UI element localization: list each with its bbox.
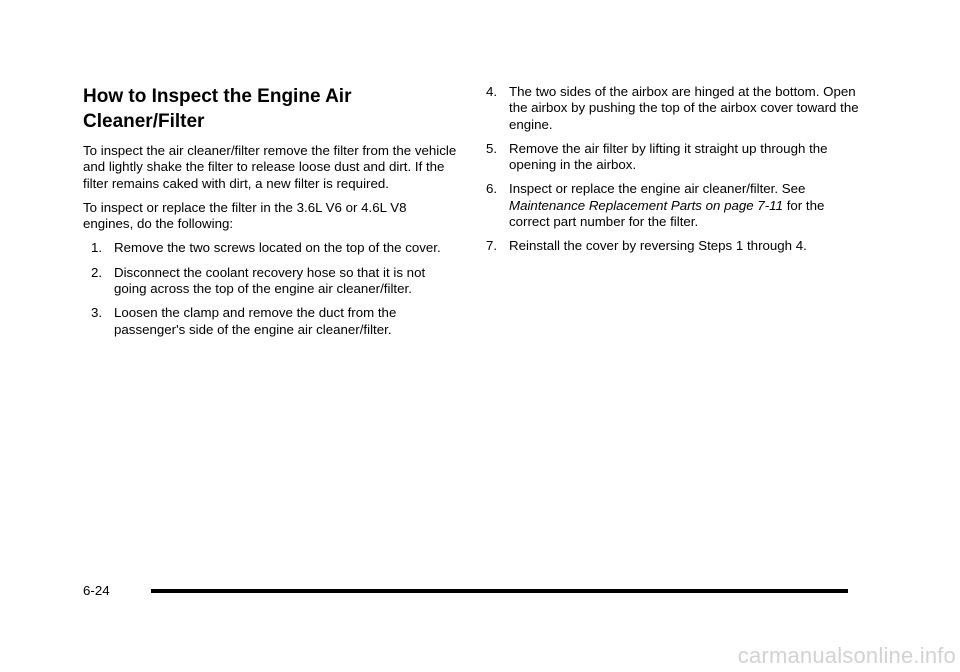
step-6 — [486, 181, 866, 230]
intro-paragraph: To inspect the air cleaner/filter remove the filter from the vehicle and lightly shake the filter to release loose dust and dirt. If the filter remains caked with dirt, a new filter is required. — [83, 143, 457, 191]
page-number: 6-24 — [83, 583, 110, 598]
step-text: Loosen the clamp and remove the duct from the passenger's side of the engine air cleaner/filter. — [114, 305, 397, 337]
watermark: carmanualsonline.info — [737, 643, 956, 668]
step-5 — [486, 141, 866, 174]
step-number: 4. — [486, 84, 498, 99]
step-text-before: Inspect or replace the engine air cleaner/filter. See — [509, 181, 806, 197]
step-1 — [91, 240, 459, 256]
step-2 — [91, 265, 459, 298]
steps-list-left — [83, 240, 459, 337]
step-text-after: for the correct part number for the filter. — [509, 197, 825, 230]
step-number: 2. — [91, 264, 103, 280]
step-number: 3. — [91, 305, 103, 321]
heading-line-2: Cleaner/Filter — [83, 111, 205, 132]
section-heading — [83, 84, 459, 134]
step-number: 6. — [486, 181, 498, 197]
step-3 — [91, 305, 459, 338]
heading-line-1: How to Inspect the Engine Air — [83, 86, 352, 107]
steps-list-right — [486, 84, 866, 255]
right-column — [486, 84, 866, 263]
step-text: Remove the two screws located on the top of the cover. — [114, 240, 441, 256]
step-text: Remove the air filter by lifting it straight up through the opening in the airbox. — [509, 140, 828, 173]
step-4 — [486, 84, 866, 133]
step-number: 5. — [486, 140, 498, 156]
left-column — [83, 84, 459, 346]
step-number: 1. — [91, 240, 103, 256]
step-text: The two sides of the airbox are hinged at the bottom. Open the airbox by pushing the top of the airbox cover toward the engine. — [509, 84, 859, 132]
footer-rule — [151, 589, 848, 593]
cross-reference-link[interactable]: Maintenance Replacement Parts on page 7-11 — [509, 197, 783, 213]
step-7 — [486, 238, 866, 254]
step-text: Reinstall the cover by reversing Steps 1 through 4. — [509, 238, 807, 254]
step-text: Disconnect the coolant recovery hose so that it is not going across the top of the engine air cleaner/filter. — [114, 264, 426, 297]
instructions-intro: To inspect or replace the filter in the 3.6L V6 or 4.6L V8 engines, do the following: — [83, 199, 407, 232]
step-number: 7. — [486, 238, 498, 254]
